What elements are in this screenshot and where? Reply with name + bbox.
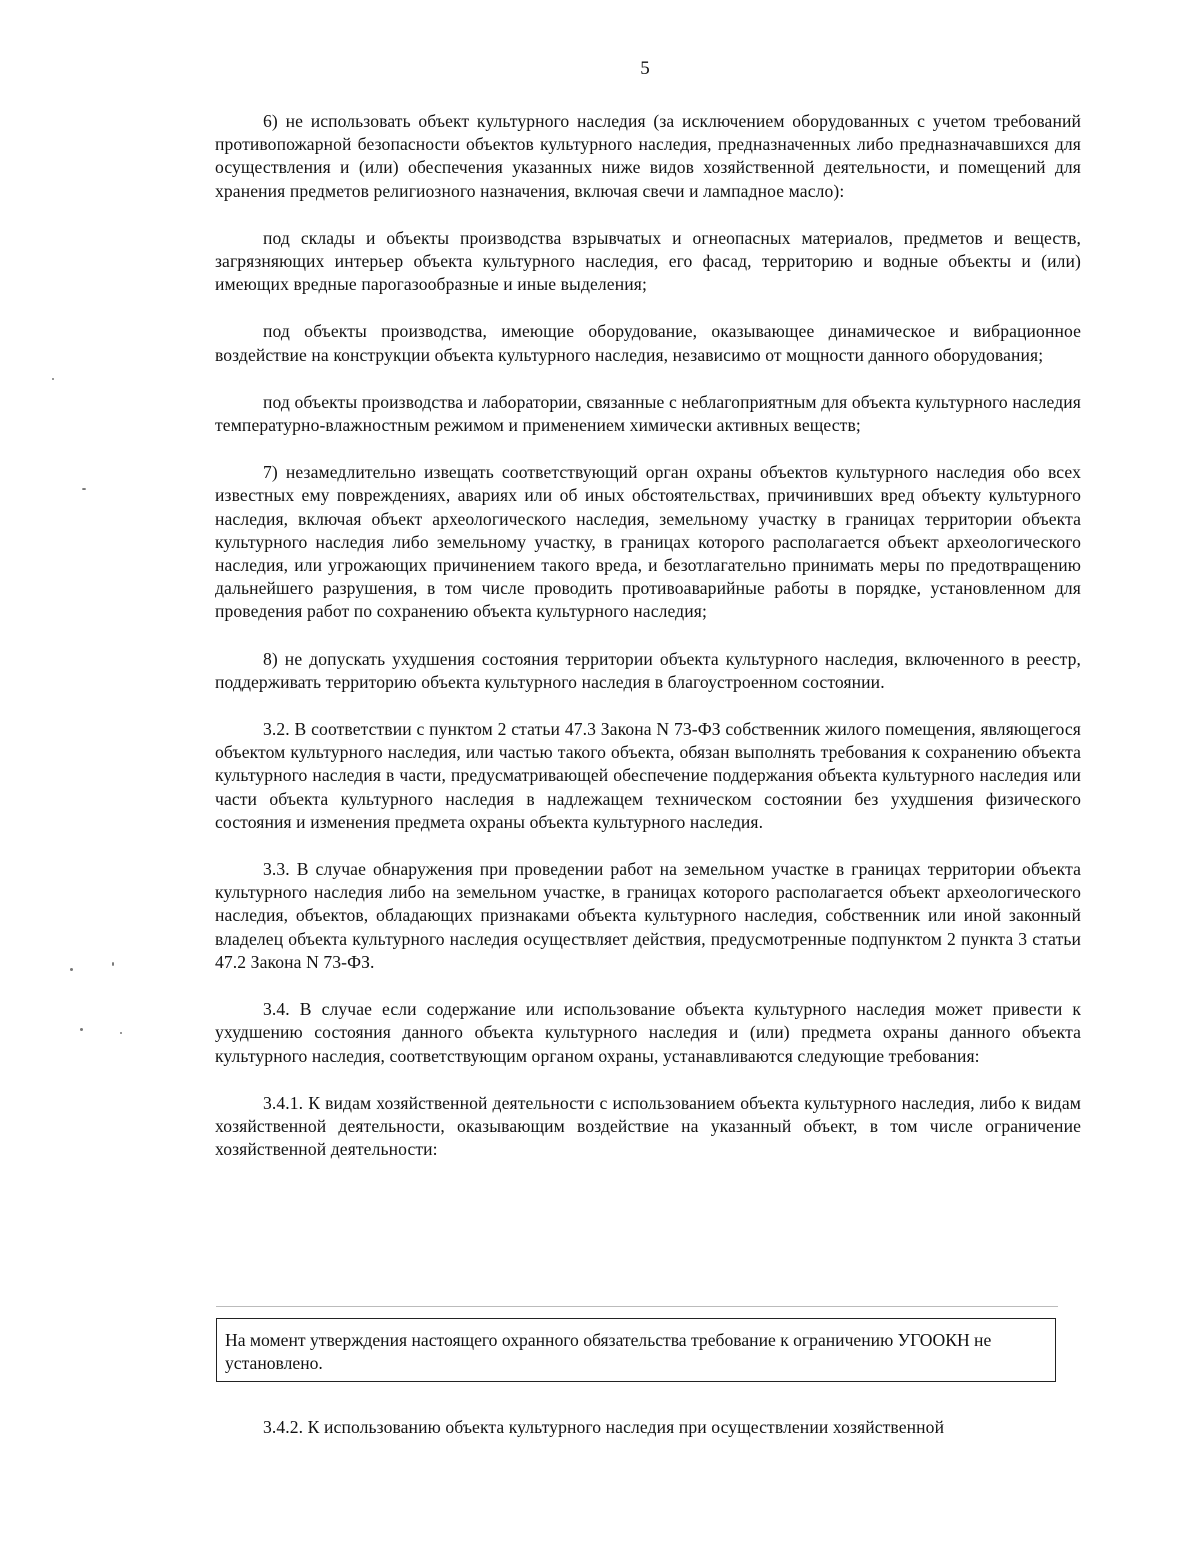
scan-speck bbox=[112, 962, 114, 966]
document-body bbox=[215, 110, 1081, 1185]
faint-rule bbox=[216, 1306, 1058, 1307]
boxed-notice: На момент утверждения настоящего охранного обязательства требование к ограничению УГООКН не установлено. bbox=[216, 1318, 1056, 1382]
scan-speck bbox=[52, 378, 54, 380]
page-number: 5 bbox=[640, 58, 650, 79]
paragraph-item-6: 6) не использовать объект культурного наследия (за исключением оборудованных с учетом требований противопожарной безопасности объектов культурного наследия, предназначенных либо предназначавшихся для осуществления и (или) обеспечения указанных ниже видов хозяйственной деятельности, и помещений для хранения предметов религиозного назначения, включая свечи и лампадное масло): bbox=[215, 111, 1081, 201]
paragraph-warehouses: под склады и объекты производства взрывчатых и огнеопасных материалов, предметов и веществ, загрязняющих интерьер объекта культурного наследия, его фасад, территорию и водные объекты и (или) имеющих вредные парогазообразные и иные выделения; bbox=[215, 227, 1081, 295]
paragraph-item-8: 8) не допускать ухудшения состояния территории объекта культурного наследия, включенного в реестр, поддерживать территорию объекта культурного наследия в благоустроенном состоянии. bbox=[215, 648, 1081, 692]
paragraph-item-7: 7) незамедлительно извещать соответствующий орган охраны объектов культурного наследия обо всех известных ему повреждениях, авариях или об иных обстоятельствах, причинивших вред объекту культурного наследия, включая объект археологического наследия, земельному участку в границах территории объекта культурного наследия либо земельному участку, в границах которого располагается объект археологического наследия, или угрожающих причинением такого вреда, и безотлагательно принимать меры по предотвращению дальнейшего разрушения, в том числе проводить противоаварийные работы в порядке, установленном для проведения работ по сохранению объекта культурного наследия; bbox=[215, 462, 1081, 622]
scan-speck bbox=[70, 968, 73, 971]
paragraph-3-4-1: 3.4.1. К видам хозяйственной деятельности с использованием объекта культурного наследия, либо к видам хозяйственной деятельности, оказывающим воздействие на указанный объект, в том числе ограничение хозяйственной деятельности: bbox=[215, 1092, 1081, 1160]
paragraph-3-4-2: 3.4.2. К использованию объекта культурного наследия при осуществлении хозяйственной bbox=[263, 1417, 945, 1437]
paragraph-3-4: 3.4. В случае если содержание или использование объекта культурного наследия может привести к ухудшению состояния данного объекта культурного наследия и (или) предмета охраны данного объекта культурного наследия, соответствующим органом охраны, устанавливаются следующие требования: bbox=[215, 999, 1081, 1066]
paragraph-production-equipment: под объекты производства, имеющие оборудование, оказывающее динамическое и вибрационное воздействие на конструкции объекта культурного наследия, независимо от мощности данного оборудования; bbox=[215, 321, 1081, 365]
scan-speck bbox=[80, 1028, 83, 1031]
scan-speck bbox=[82, 488, 86, 490]
paragraph-3-3: 3.3. В случае обнаружения при проведении работ на земельном участке в границах территории объекта культурного наследия либо на земельном участке, в границах которого располагается объект археологического наследия, объектов, обладающих признаками объекта культурного наследия, собственник или иной законный владелец объекта культурного наследия осуществляет действия, предусмотренные подпунктом 2 пункта 3 статьи 47.2 Закона N 73-ФЗ. bbox=[215, 859, 1081, 972]
scan-speck bbox=[120, 1032, 122, 1034]
paragraph-3-2: 3.2. В соответствии с пунктом 2 статьи 47.3 Закона N 73-ФЗ собственник жилого помещения, являющегося объектом культурного наследия, или частью такого объекта, обязан выполнять требования к сохранению объекта культурного наследия в части, предусматривающей обеспечение поддержания объекта культурного наследия или части объекта культурного наследия в надлежащем техническом состоянии без ухудшения физического состояния и изменения предмета охраны объекта культурного наследия. bbox=[215, 719, 1081, 832]
paragraph-laboratories: под объекты производства и лаборатории, связанные с неблагоприятным для объекта культурного наследия температурно-влажностным режимом и применением химически активных веществ; bbox=[215, 391, 1081, 436]
